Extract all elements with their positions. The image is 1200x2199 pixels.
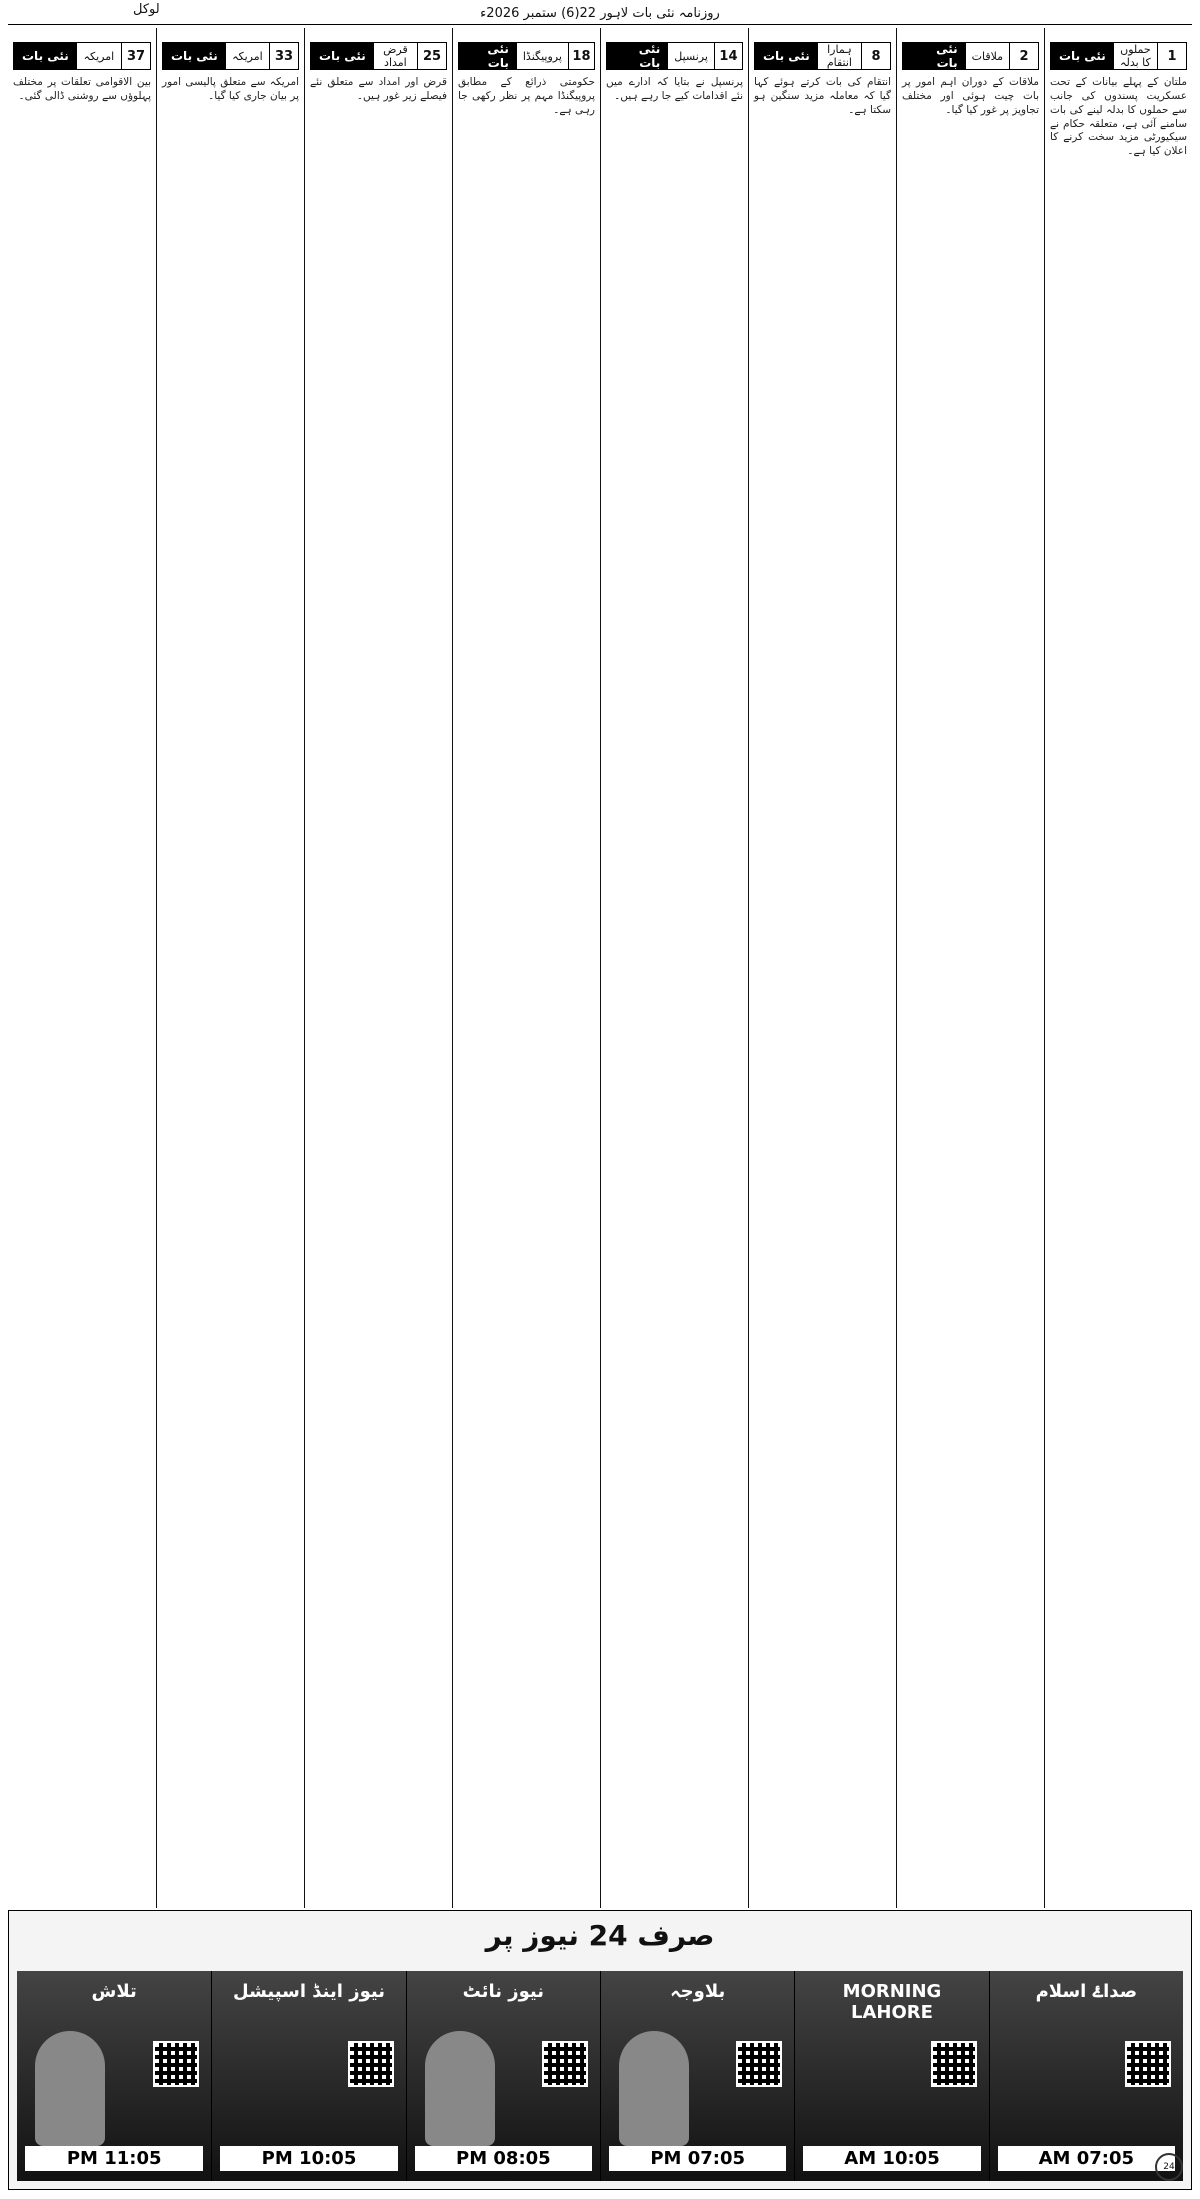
show-panel (406, 1971, 600, 2181)
article-number: 37 (121, 43, 150, 69)
qr-code-icon (931, 2041, 977, 2087)
show-time: 07:05 PM (609, 2146, 786, 2171)
article-title: حملوں کا بدلہ (1114, 43, 1157, 69)
brand-label: نئی بات (607, 43, 668, 69)
qr-code-icon (1125, 2041, 1171, 2087)
column-8 (8, 28, 156, 1908)
article-header (1050, 42, 1187, 70)
article-body: حکومتی ذرائع کے مطابق پروپیگنڈا مہم پر نظر رکھی جا رہی ہے۔ (458, 76, 595, 116)
article-body: ملتان کے پہلے بیانات کے تحت عسکریت پسندوں کی جانب سے حملوں کا بدلہ لینے کی بات سامنے آئی ہے، متعلقہ حکام نے سیکیورٹی مزید سخت کرنے کا اعلان کیا ہے۔ (1050, 76, 1187, 158)
brand-label: نئی بات (459, 43, 517, 69)
show-name: صداۓ اسلام (1035, 1981, 1138, 2002)
presenter-image (35, 2031, 105, 2146)
masthead-center: روزنامہ نئی بات لاہور 22(6) ستمبر 2026ء (480, 5, 720, 21)
brand-label: نئی بات (163, 43, 226, 69)
article-number: 14 (714, 43, 742, 69)
article-title: ہمارا انتقام (818, 43, 861, 69)
brand-label: نئی بات (1051, 43, 1114, 69)
column-3 (748, 28, 896, 1908)
article-body: قرض اور امداد سے متعلق نئے فیصلے زیر غور ہیں۔ (310, 76, 447, 102)
article-number: 8 (861, 43, 890, 69)
show-time: 07:05 AM (998, 2146, 1175, 2171)
qr-code-icon (736, 2041, 782, 2087)
show-panel (989, 1971, 1183, 2181)
presenter-image (425, 2031, 495, 2146)
article-header (754, 42, 891, 70)
channel-logo-icon: 24 (1155, 2153, 1183, 2181)
qr-code-icon (153, 2041, 199, 2087)
show-panel (211, 1971, 405, 2181)
article-body: انتقام کی بات کرتے ہوئے کہا گیا کہ معاملہ مزید سنگین ہو سکتا ہے۔ (754, 76, 891, 116)
article-number: 33 (269, 43, 298, 69)
column-5 (452, 28, 600, 1908)
article-header (310, 42, 447, 70)
article-number: 2 (1009, 43, 1038, 69)
brand-label: نئی بات (903, 43, 966, 69)
masthead (8, 2, 1192, 25)
show-name: MORNING LAHORE (842, 1981, 942, 2023)
brand-label: نئی بات (311, 43, 374, 69)
article-header (13, 42, 151, 70)
column-7 (156, 28, 304, 1908)
show-panel (17, 1971, 211, 2181)
article-body: ملاقات کے دوران اہم امور پر بات چیت ہوئی اور مختلف تجاویز پر غور کیا گیا۔ (902, 76, 1039, 116)
article-title: امریکہ (77, 50, 121, 63)
article-number: 25 (417, 43, 446, 69)
article-header (902, 42, 1039, 70)
article-title: قرض امداد (374, 43, 417, 69)
column-1 (1044, 28, 1192, 1908)
column-2 (896, 28, 1044, 1908)
promo-title: صرف 24 نیوز پر (485, 1919, 715, 1952)
article-number: 18 (568, 43, 594, 69)
qr-code-icon (348, 2041, 394, 2087)
article-number: 1 (1157, 43, 1186, 69)
article-body: امریکہ سے متعلق پالیسی امور پر بیان جاری کیا گیا۔ (162, 76, 299, 102)
article-title: ملاقات (966, 50, 1009, 63)
article-body: پرنسپل نے بتایا کہ ادارے میں نئے اقدامات کیے جا رہے ہیں۔ (606, 76, 743, 102)
article-body: بین الاقوامی تعلقات پر مختلف پہلوؤں سے روشنی ڈالی گئی۔ (13, 76, 151, 102)
article-title: امریکہ (226, 50, 269, 63)
news-columns (8, 28, 1192, 1908)
brand-label: نئی بات (14, 43, 77, 69)
show-time: 11:05 PM (25, 2146, 203, 2171)
show-time: 10:05 PM (220, 2146, 397, 2171)
show-time: 08:05 PM (415, 2146, 592, 2171)
show-name: نیوز اینڈ اسپیشل (233, 1981, 385, 2002)
column-6 (304, 28, 452, 1908)
presenter-image (619, 2031, 689, 2146)
article-header (162, 42, 299, 70)
brand-label: نئی بات (755, 43, 818, 69)
show-panel (794, 1971, 988, 2181)
show-name: نیوز نائٹ (462, 1981, 545, 2002)
promo-banner (8, 1910, 1192, 2190)
promo-panels (17, 1971, 1183, 2181)
qr-code-icon (542, 2041, 588, 2087)
column-4 (600, 28, 748, 1908)
show-name: بلاوجہ (670, 1981, 726, 2002)
show-panel (600, 1971, 794, 2181)
article-header (606, 42, 743, 70)
show-time: 10:05 AM (803, 2146, 980, 2171)
article-header (458, 42, 595, 70)
article-title: پرنسپل (668, 50, 714, 63)
article-title: پروپیگنڈا (517, 50, 568, 63)
masthead-left: لوکل (133, 2, 160, 17)
show-name: تلاش (91, 1981, 137, 2002)
